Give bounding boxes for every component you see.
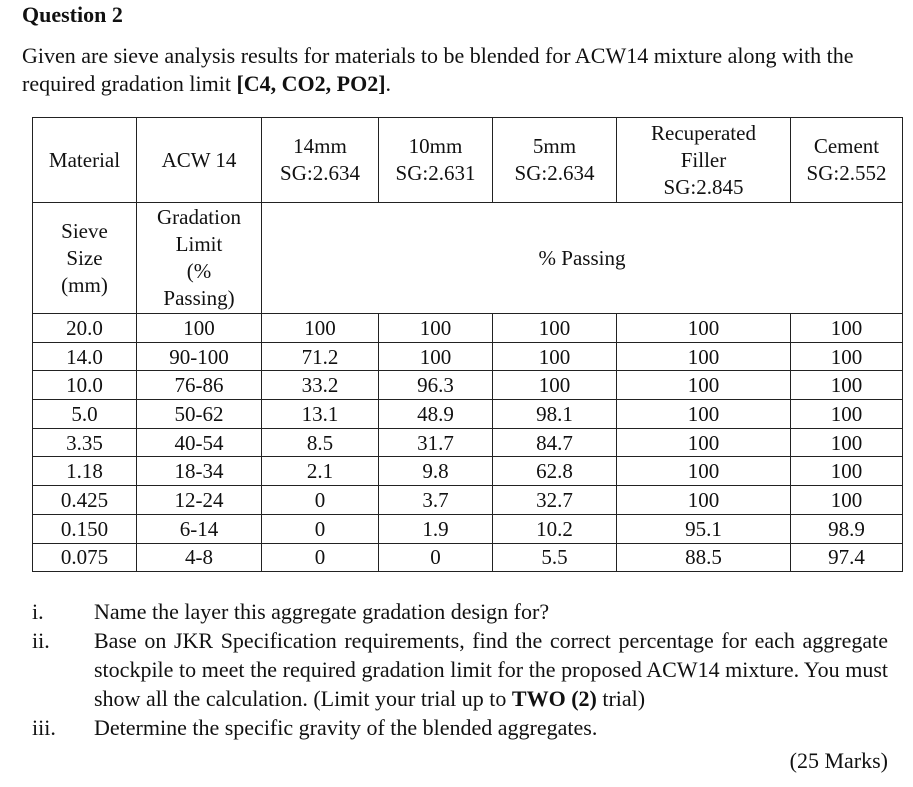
cell-passing-filler: 100 [617, 486, 791, 515]
cell-passing-10mm: 1.9 [379, 514, 493, 543]
intro-text: Given are sieve analysis results for materials to be blended for ACW14 mixture along with the required gradation limit [22, 43, 854, 96]
table-row [33, 342, 903, 371]
cell-passing-cement: 98.9 [791, 514, 903, 543]
cell-passing-filler: 100 [617, 457, 791, 486]
table-row [33, 486, 903, 515]
cell-passing-5mm: 100 [493, 371, 617, 400]
question-intro [22, 42, 894, 98]
cell-passing-10mm: 100 [379, 342, 493, 371]
cell-passing-filler: 100 [617, 428, 791, 457]
cell-passing-5mm: 32.7 [493, 486, 617, 515]
header-cement: Cement SG:2.552 [791, 118, 903, 203]
task-text: Name the layer this aggregate gradation design for? [94, 599, 550, 624]
cell-passing-5mm: 98.1 [493, 400, 617, 429]
subheader-percent-passing: % Passing [262, 203, 903, 314]
cell-passing-filler: 100 [617, 371, 791, 400]
cell-passing-5mm: 5.5 [493, 543, 617, 572]
cell-sieve-size: 20.0 [33, 314, 137, 343]
cell-passing-filler: 100 [617, 342, 791, 371]
task-emphasis: TWO (2) [511, 686, 597, 711]
intro-end: . [385, 71, 392, 96]
question-title: Question 2 [22, 2, 123, 27]
task-text: Determine the specific gravity of the blended aggregates. [94, 715, 598, 740]
cell-sieve-size: 1.18 [33, 457, 137, 486]
cell-passing-5mm: 84.7 [493, 428, 617, 457]
cell-passing-cement: 100 [791, 314, 903, 343]
table-header-row [33, 118, 903, 203]
header-5mm: 5mm SG:2.634 [493, 118, 617, 203]
task-number: iii. [32, 715, 56, 740]
sieve-analysis-table [32, 117, 903, 572]
task-item-2 [0, 626, 913, 713]
cell-gradation-limit: 100 [137, 314, 262, 343]
table-row [33, 371, 903, 400]
cell-sieve-size: 3.35 [33, 428, 137, 457]
cell-passing-5mm: 100 [493, 314, 617, 343]
cell-passing-14mm: 8.5 [262, 428, 379, 457]
cell-passing-10mm: 96.3 [379, 371, 493, 400]
table-subheader-row [33, 203, 903, 314]
table-row [33, 400, 903, 429]
cell-passing-14mm: 2.1 [262, 457, 379, 486]
table-row [33, 514, 903, 543]
header-14mm: 14mm SG:2.634 [262, 118, 379, 203]
task-number: ii. [32, 628, 50, 653]
cell-passing-5mm: 10.2 [493, 514, 617, 543]
cell-passing-filler: 88.5 [617, 543, 791, 572]
cell-passing-5mm: 100 [493, 342, 617, 371]
cell-passing-10mm: 3.7 [379, 486, 493, 515]
cell-gradation-limit: 12-24 [137, 486, 262, 515]
table-row [33, 428, 903, 457]
cell-gradation-limit: 50-62 [137, 400, 262, 429]
marks-label: (25 Marks) [789, 748, 888, 773]
intro-reference: [C4, CO2, PO2] [236, 71, 386, 96]
table-body [33, 314, 903, 572]
cell-passing-14mm: 33.2 [262, 371, 379, 400]
cell-gradation-limit: 76-86 [137, 371, 262, 400]
cell-gradation-limit: 18-34 [137, 457, 262, 486]
task-item-1 [0, 597, 913, 626]
cell-passing-cement: 100 [791, 486, 903, 515]
cell-sieve-size: 0.425 [33, 486, 137, 515]
task-list [0, 597, 913, 742]
cell-gradation-limit: 6-14 [137, 514, 262, 543]
cell-passing-14mm: 13.1 [262, 400, 379, 429]
cell-passing-filler: 100 [617, 400, 791, 429]
cell-passing-14mm: 71.2 [262, 342, 379, 371]
cell-passing-14mm: 0 [262, 543, 379, 572]
subheader-gradation-limit: Gradation Limit (% Passing) [137, 203, 262, 314]
cell-passing-10mm: 100 [379, 314, 493, 343]
cell-gradation-limit: 4-8 [137, 543, 262, 572]
cell-passing-cement: 97.4 [791, 543, 903, 572]
task-number: i. [32, 599, 44, 624]
cell-passing-10mm: 9.8 [379, 457, 493, 486]
cell-sieve-size: 14.0 [33, 342, 137, 371]
cell-passing-filler: 95.1 [617, 514, 791, 543]
header-acw14: ACW 14 [137, 118, 262, 203]
cell-passing-5mm: 62.8 [493, 457, 617, 486]
cell-sieve-size: 0.150 [33, 514, 137, 543]
cell-passing-filler: 100 [617, 314, 791, 343]
task-item-3 [0, 713, 913, 742]
table-row [33, 314, 903, 343]
cell-passing-cement: 100 [791, 342, 903, 371]
header-10mm: 10mm SG:2.631 [379, 118, 493, 203]
cell-gradation-limit: 40-54 [137, 428, 262, 457]
subheader-sieve-size: Sieve Size (mm) [33, 203, 137, 314]
task-text: Base on JKR Specification requirements, find the correct percentage for each aggregate stockpile to meet the required gradation limit for the proposed ACW14 mixture. You must show all the calculation. (Limit your trial up to TWO (2) trial) [94, 628, 888, 711]
table-row [33, 543, 903, 572]
header-recuperated-filler: Recuperated Filler SG:2.845 [617, 118, 791, 203]
cell-passing-cement: 100 [791, 371, 903, 400]
cell-passing-cement: 100 [791, 428, 903, 457]
cell-sieve-size: 0.075 [33, 543, 137, 572]
cell-passing-14mm: 0 [262, 514, 379, 543]
cell-passing-cement: 100 [791, 400, 903, 429]
cell-passing-10mm: 48.9 [379, 400, 493, 429]
cell-passing-10mm: 31.7 [379, 428, 493, 457]
cell-passing-14mm: 0 [262, 486, 379, 515]
cell-passing-cement: 100 [791, 457, 903, 486]
header-material: Material [33, 118, 137, 203]
table-row [33, 457, 903, 486]
cell-passing-14mm: 100 [262, 314, 379, 343]
cell-sieve-size: 5.0 [33, 400, 137, 429]
cell-passing-10mm: 0 [379, 543, 493, 572]
cell-sieve-size: 10.0 [33, 371, 137, 400]
cell-gradation-limit: 90-100 [137, 342, 262, 371]
